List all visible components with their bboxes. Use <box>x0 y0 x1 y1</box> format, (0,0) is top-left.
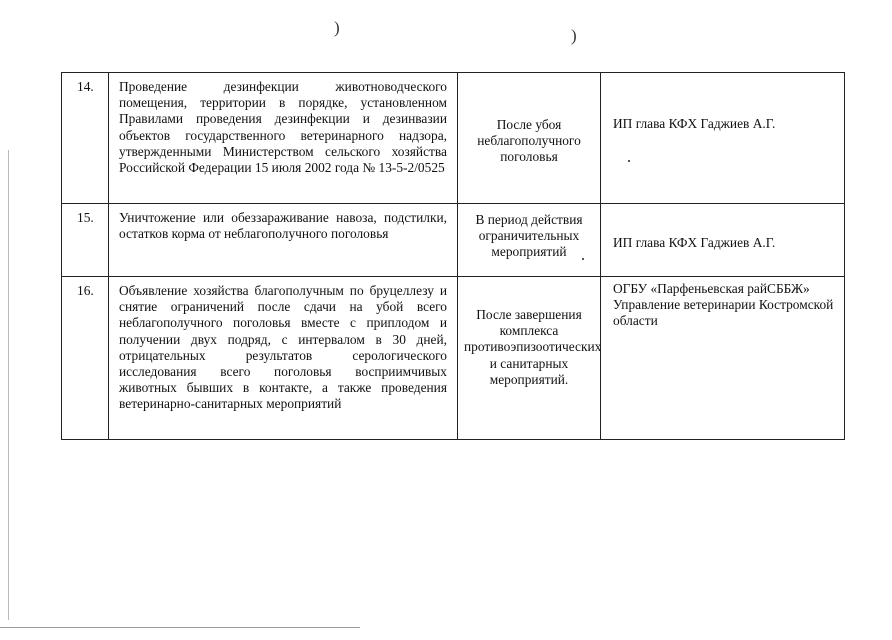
row-timing: В период действия ограничительных мероприятий <box>458 204 601 277</box>
row-description: Объявление хозяйства благополучным по бруцеллезу и снятие ограничений после сдачи на убой всего неблагополучного поголовья вместе с приплодом и получении двух подряд, с интервалом в 30 дней, отрицательных результатов серологического исследования всего поголовья восприимчивых животных бывших в контакте, а также проведения ветеринарно-санитарных мероприятий <box>109 277 458 440</box>
table-row <box>62 204 845 277</box>
row-responsible <box>601 204 845 277</box>
row-description: Уничтожение или обеззараживание навоза, подстилки, остатков корма от неблагополучного поголовья <box>109 204 458 277</box>
responsible-line: ОГБУ «Парфеньевская райСББЖ» <box>613 281 810 296</box>
row-timing: После убоя неблагополучного поголовья <box>458 73 601 204</box>
responsible-line: ИП глава КФХ Гаджиев А.Г. <box>613 235 776 250</box>
table-row <box>62 277 845 440</box>
row-number: 14. <box>62 73 109 204</box>
row-description: Проведение дезинфекции животноводческого помещения, территории в порядке, установленном Правилами проведения дезинфекции и дезинвазии объектов государственного ветеринарного надзора, утвержденными Министерством сельского хозяйства Российской Федерации 15 июля 2002 года № 13-5-2/0525 <box>109 73 458 204</box>
responsible-line: Управление ветеринарии Костромской области <box>613 297 834 329</box>
scan-mark: ) <box>571 26 577 45</box>
row-number: 15. <box>62 204 109 277</box>
row-timing: После завершения комплекса противоэпизоотических и санитарных мероприятий. <box>458 277 601 440</box>
table-row <box>62 73 845 204</box>
measures-table <box>61 72 845 440</box>
scan-bottom-line <box>0 627 360 628</box>
row-responsible <box>601 277 845 440</box>
responsible-line: ИП глава КФХ Гаджиев А.Г. <box>613 116 776 131</box>
row-responsible <box>601 73 845 204</box>
scan-edge-line <box>8 150 9 620</box>
row-number: 16. <box>62 277 109 440</box>
scan-mark: ) <box>334 18 340 37</box>
